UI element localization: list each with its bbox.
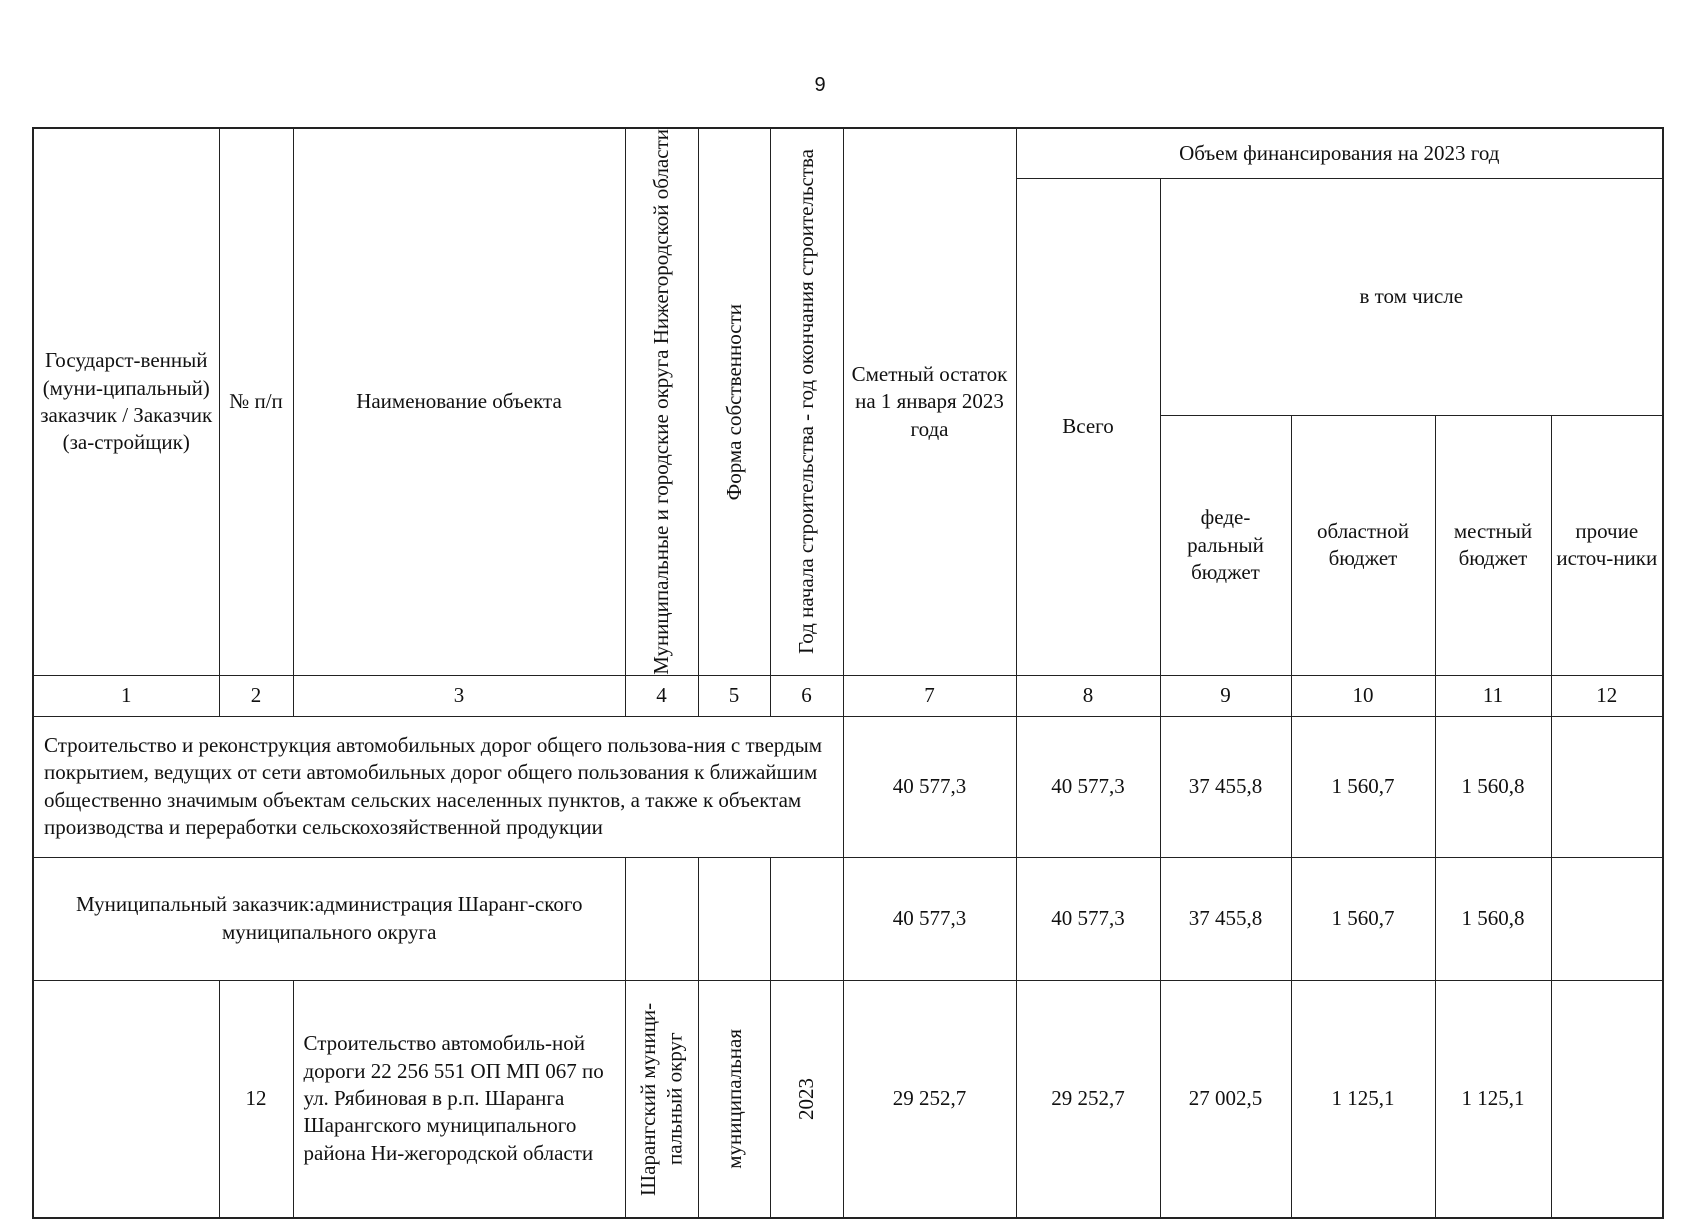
section-other <box>1551 716 1663 857</box>
financing-table <box>32 127 1664 1219</box>
object-ownership: муниципальная <box>721 1028 746 1169</box>
section-estimate: 40 577,3 <box>843 716 1016 857</box>
customer-estimate: 40 577,3 <box>843 857 1016 980</box>
section-total: 40 577,3 <box>1016 716 1160 857</box>
section-local: 1 560,8 <box>1435 716 1551 857</box>
customer-title: Муниципальный заказчик:администрация Шаранг-ского муниципального округа <box>33 857 625 980</box>
object-num: 12 <box>219 980 293 1218</box>
object-customer-empty <box>33 980 219 1218</box>
object-municipality-cell <box>625 980 698 1218</box>
header-regional: областной бюджет <box>1291 415 1435 675</box>
header-other: прочие источ-ники <box>1551 415 1663 675</box>
header-customer: Государст-венный (муни-ципальный) заказчик / Заказчик (за-стройщик) <box>33 128 219 675</box>
column-number: 11 <box>1435 675 1551 716</box>
header-estimate: Сметный остаток на 1 января 2023 года <box>843 128 1016 675</box>
column-number: 4 <box>625 675 698 716</box>
object-ownership-cell <box>698 980 770 1218</box>
object-federal: 27 002,5 <box>1160 980 1291 1218</box>
header-years: Год начала строительства - год окончания строительства <box>770 128 843 675</box>
section-row <box>33 716 1663 857</box>
header-num: № п/п <box>219 128 293 675</box>
customer-row <box>33 857 1663 980</box>
header-ownership: Форма собственности <box>698 128 770 675</box>
header-including: в том числе <box>1160 178 1663 415</box>
header-financing: Объем финансирования на 2023 год <box>1016 128 1663 178</box>
customer-municipality-empty <box>625 857 698 980</box>
object-total: 29 252,7 <box>1016 980 1160 1218</box>
object-other <box>1551 980 1663 1218</box>
header-total: Всего <box>1016 178 1160 675</box>
column-number: 12 <box>1551 675 1663 716</box>
header-local: местный бюджет <box>1435 415 1551 675</box>
customer-years-empty <box>770 857 843 980</box>
column-number: 6 <box>770 675 843 716</box>
column-number: 9 <box>1160 675 1291 716</box>
column-number: 3 <box>293 675 625 716</box>
object-year-cell <box>770 980 843 1218</box>
section-title: Строительство и реконструкция автомобильных дорог общего пользова-ния с твердым покрытием, ведущих от сети автомобильных дорог общего пользования к ближайшим общественно значимым объектам сельских населенных пунктов, а также к объектам производства и переработки сельскохозяйственной продукции <box>33 716 843 857</box>
object-row <box>33 980 1663 1218</box>
column-number: 7 <box>843 675 1016 716</box>
customer-total: 40 577,3 <box>1016 857 1160 980</box>
customer-ownership-empty <box>698 857 770 980</box>
header-object-name: Наименование объекта <box>293 128 625 675</box>
object-year: 2023 <box>794 1077 819 1120</box>
object-name: Строительство автомобиль-ной дороги 22 256 551 ОП МП 067 по ул. Рябиновая в р.п. Шаранга Шарангского муниципального района Ни-жегородской области <box>293 980 625 1218</box>
column-number: 2 <box>219 675 293 716</box>
column-number: 1 <box>33 675 219 716</box>
customer-federal: 37 455,8 <box>1160 857 1291 980</box>
column-number: 10 <box>1291 675 1435 716</box>
customer-other <box>1551 857 1663 980</box>
object-municipality: Шарангский муници-пальный округ <box>636 1002 687 1196</box>
header-municipality: Муниципальные и городские округа Нижегородской области <box>625 128 698 675</box>
section-federal: 37 455,8 <box>1160 716 1291 857</box>
section-regional: 1 560,7 <box>1291 716 1435 857</box>
customer-regional: 1 560,7 <box>1291 857 1435 980</box>
column-numbers-row <box>33 675 1663 716</box>
object-estimate: 29 252,7 <box>843 980 1016 1218</box>
page-number: 9 <box>814 74 826 96</box>
column-number: 5 <box>698 675 770 716</box>
object-local: 1 125,1 <box>1435 980 1551 1218</box>
object-regional: 1 125,1 <box>1291 980 1435 1218</box>
column-number: 8 <box>1016 675 1160 716</box>
customer-local: 1 560,8 <box>1435 857 1551 980</box>
header-federal: феде-ральный бюджет <box>1160 415 1291 675</box>
